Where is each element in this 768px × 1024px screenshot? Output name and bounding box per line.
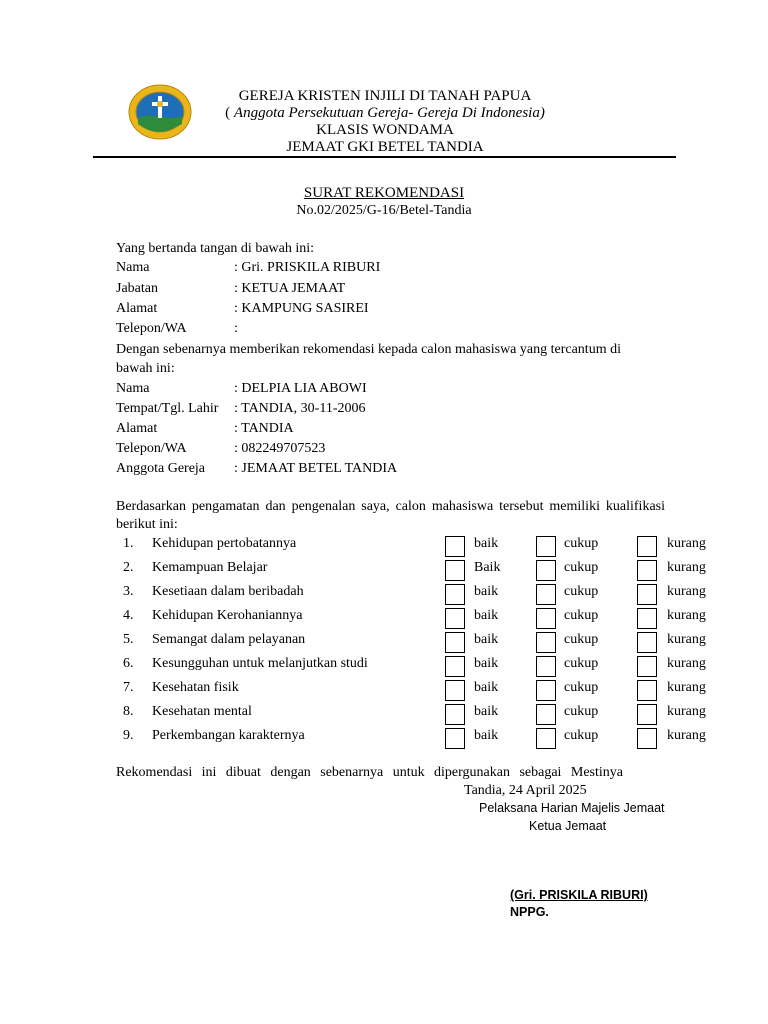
option-baik-label: baik [474,728,499,743]
signer-position-value: : KETUA JEMAAT [234,281,346,296]
option-baik-label: baik [474,680,499,695]
qualification-number: 1. [123,536,134,551]
signer-phone-label: Telepon/WA [116,321,187,336]
option-baik-label: baik [474,584,499,599]
option-baik-label: Baik [474,560,501,575]
candidate-name-label: Nama [116,381,150,396]
option-baik-label: baik [474,536,499,551]
statement-line-1: Dengan sebenarnya memberikan rekomendasi kepada calon mahasiswa yang tercantum di [116,342,621,357]
org-subtitle-italic: Anggota Persekutuan Gereja- Gereja Di Indonesia) [233,105,545,121]
checkbox-baik[interactable] [445,560,465,581]
qualification-intro-line-2: berikut ini: [116,517,178,532]
document-title: SURAT REKOMENDASI [303,185,465,201]
checkbox-cukup[interactable] [536,560,556,581]
jemaat: JEMAAT GKI BETEL TANDIA [286,139,484,155]
checkbox-cukup[interactable] [536,656,556,677]
candidate-church-label: Anggota Gereja [116,461,206,476]
checkbox-kurang[interactable] [637,536,657,557]
qualification-number: 3. [123,584,134,599]
option-cukup-label: cukup [564,632,599,647]
option-cukup-label: cukup [564,584,599,599]
closing-statement: Rekomendasi ini dibuat dengan sebenarnya untuk dipergunakan sebagai Mestinya [116,765,623,780]
candidate-church-value: : JEMAAT BETEL TANDIA [234,461,398,476]
signer-role-1: Pelaksana Harian Majelis Jemaat [479,801,665,815]
signer-address-value: : KAMPUNG SASIREI [234,301,369,316]
candidate-address-value: : TANDIA [234,421,294,436]
option-cukup-label: cukup [564,656,599,671]
statement-line-2: bawah ini: [116,361,175,376]
checkbox-kurang[interactable] [637,728,657,749]
letterhead-divider [93,156,676,158]
checkbox-baik[interactable] [445,728,465,749]
qualification-number: 8. [123,704,134,719]
checkbox-cukup[interactable] [536,704,556,725]
org-name: GEREJA KRISTEN INJILI DI TANAH PAPUA [238,88,532,104]
option-kurang-label: kurang [667,608,706,623]
qualification-label: Kemampuan Belajar [152,560,268,575]
checkbox-baik[interactable] [445,656,465,677]
qualification-number: 4. [123,608,134,623]
option-cukup-label: cukup [564,704,599,719]
checkbox-baik[interactable] [445,632,465,653]
option-kurang-label: kurang [667,704,706,719]
candidate-birth-label: Tempat/Tgl. Lahir [116,401,219,416]
checkbox-kurang[interactable] [637,632,657,653]
qualification-label: Kesehatan fisik [152,680,239,695]
signer-printed-name: (Gri. PRISKILA RIBURI) [510,888,648,902]
qualification-number: 6. [123,656,134,671]
candidate-phone-value: : 082249707523 [234,441,326,456]
checkbox-baik[interactable] [445,536,465,557]
option-kurang-label: kurang [667,656,706,671]
checkbox-kurang[interactable] [637,656,657,677]
candidate-birth-value: : TANDIA, 30-11-2006 [234,401,366,416]
checkbox-cukup[interactable] [536,632,556,653]
qualification-number: 2. [123,560,134,575]
checkbox-kurang[interactable] [637,608,657,629]
checkbox-kurang[interactable] [637,584,657,605]
signer-address-label: Alamat [116,301,158,316]
checkbox-cukup[interactable] [536,728,556,749]
document-number: No.02/2025/G-16/Betel-Tandia [296,203,472,218]
option-baik-label: baik [474,656,499,671]
option-cukup-label: cukup [564,680,599,695]
qualification-label: Perkembangan karakternya [152,728,305,743]
checkbox-cukup[interactable] [536,680,556,701]
signer-phone-value: : [234,321,238,336]
qualification-number: 9. [123,728,134,743]
checkbox-cukup[interactable] [536,584,556,605]
signer-name-value: : Gri. PRISKILA RIBURI [234,260,381,275]
option-kurang-label: kurang [667,728,706,743]
option-cukup-label: cukup [564,560,599,575]
option-baik-label: baik [474,608,499,623]
checkbox-kurang[interactable] [637,704,657,725]
checkbox-baik[interactable] [445,704,465,725]
place-date: Tandia, 24 April 2025 [464,783,587,798]
option-cukup-label: cukup [564,536,599,551]
qualification-label: Kesehatan mental [152,704,252,719]
qualification-label: Kehidupan Kerohaniannya [152,608,303,623]
signer-name-label: Nama [116,260,150,275]
option-baik-label: baik [474,704,499,719]
qualification-label: Kesetiaan dalam beribadah [152,584,304,599]
klasis: KLASIS WONDAMA [316,122,454,138]
qualification-label: Semangat dalam pelayanan [152,632,306,647]
checkbox-baik[interactable] [445,608,465,629]
signer-id: NPPG. [510,905,549,919]
checkbox-kurang[interactable] [637,680,657,701]
checkbox-cukup[interactable] [536,608,556,629]
option-kurang-label: kurang [667,680,706,695]
option-kurang-label: kurang [667,536,706,551]
checkbox-kurang[interactable] [637,560,657,581]
qualification-intro-line-1: Berdasarkan pengamatan dan pengenalan saya, calon mahasiswa tersebut memiliki kualifikasi [116,499,665,514]
signer-position-label: Jabatan [116,281,158,296]
qualification-number: 5. [123,632,134,647]
candidate-name-value: : DELPIA LIA ABOWI [234,381,367,396]
option-kurang-label: kurang [667,560,706,575]
qualification-number: 7. [123,680,134,695]
option-baik-label: baik [474,632,499,647]
candidate-address-label: Alamat [116,421,158,436]
option-kurang-label: kurang [667,632,706,647]
candidate-phone-label: Telepon/WA [116,441,187,456]
qualification-label: Kesungguhan untuk melanjutkan studi [152,656,368,671]
checkbox-baik[interactable] [445,584,465,605]
option-cukup-label: cukup [564,608,599,623]
checkbox-baik[interactable] [445,680,465,701]
signer-intro: Yang bertanda tangan di bawah ini: [116,241,315,256]
checkbox-cukup[interactable] [536,536,556,557]
qualification-label: Kehidupan pertobatannya [152,536,297,551]
option-cukup-label: cukup [564,728,599,743]
org-subtitle-open: ( [225,105,234,121]
option-kurang-label: kurang [667,584,706,599]
signer-role-2: Ketua Jemaat [529,819,607,833]
